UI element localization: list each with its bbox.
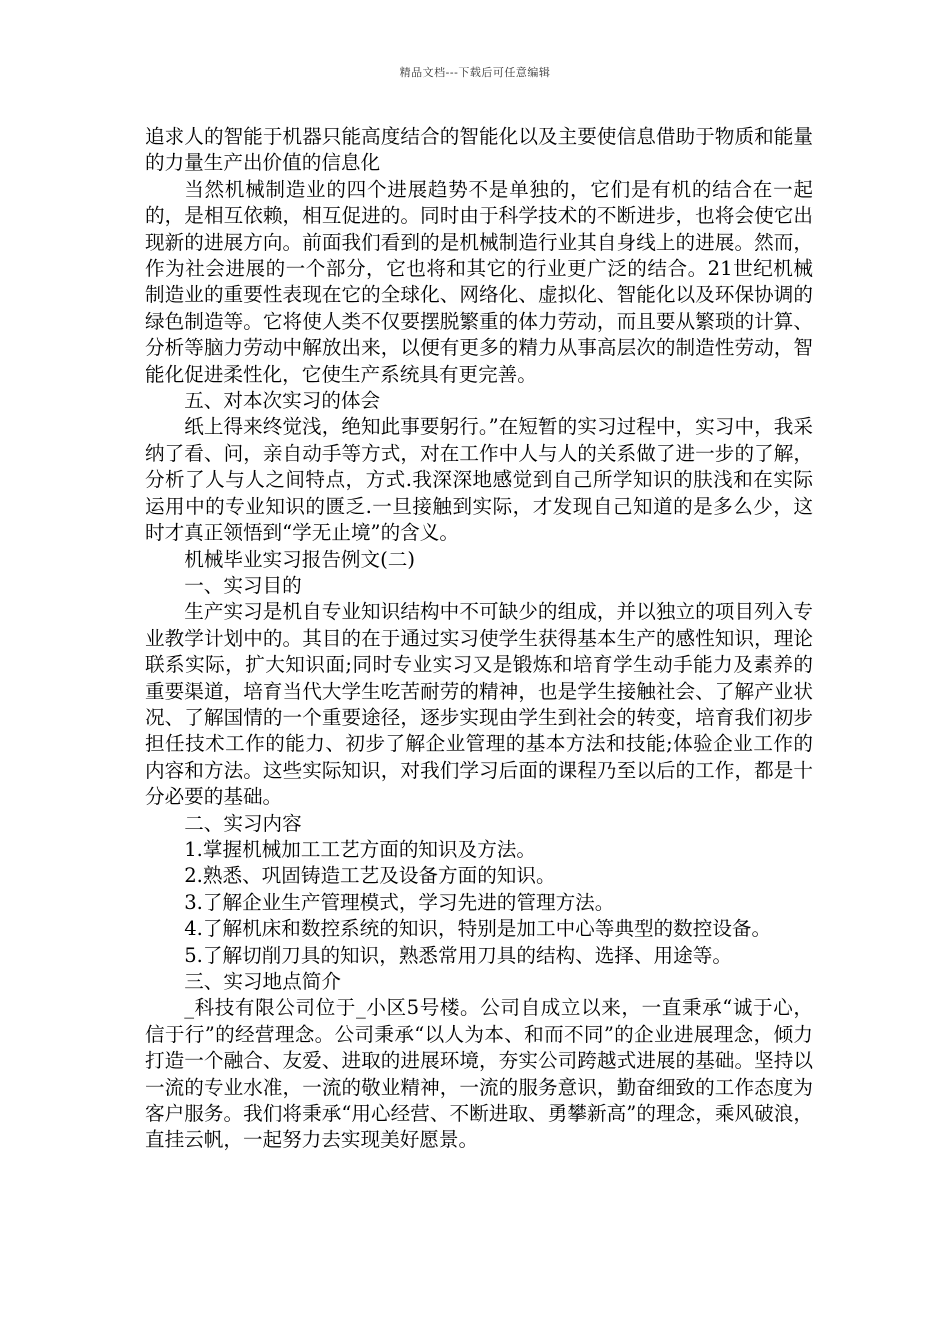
document-subtitle: 机械毕业实习报告例文(二) xyxy=(184,547,416,571)
paragraph: _科技有限公司位于_小区5号楼。公司自成立以来，一直秉承“诚于心，信于行”的经营理念。公司秉承“以人为本、和而不同”的企业进展理念，倾力打造一个融合、友爱、进取的进展环境，夯实公司跨越式进展的基础。坚持以一流的专业水准，一流的敬业精神，一流的服务意识，勤奋细致的工作态度为客户服务。我们将秉承“用心经营、不断进取、勇攀新高”的理念，乘风破浪，直挂云帆，一起努力去实现美好愿景。 xyxy=(145,996,813,1152)
paragraph: 当然机械制造业的四个进展趋势不是单独的，它们是有机的结合在一起的，是相互依赖，相互促进的。同时由于科学技术的不断进步，也将会使它出现新的进展方向。前面我们看到的是机械制造行业其自身线上的进展。然而，作为社会进展的一个部分，它也将和其它的行业更广泛的结合。21世纪机械制造业的重要性表现在它的全球化、网络化、虚拟化、智能化以及环保协调的绿色制造等。它将使人类不仅要摆脱繁重的体力劳动，而且要从繁琐的计算、分析等脑力劳动中解放出来，以便有更多的精力从事高层次的制造性劳动，智能化促进柔性化，它使生产系统具有更完善。 xyxy=(145,177,813,386)
section-heading: 三、实习地点简介 xyxy=(184,970,341,993)
paragraph: 生产实习是机自专业知识结构中不可缺少的组成，并以独立的项目列入专业教学计划中的。其目的在于通过实习使学生获得基本生产的感性知识，理论联系实际，扩大知识面;同时专业实习又是锻炼和培育学生动手能力及素养的重要渠道，培育当代大学生吃苦耐劳的精神，也是学生接触社会、了解产业状况、了解国情的一个重要途径，逐步实现由学生到社会的转变，培育我们初步担任技术工作的能力、初步了解企业管理的基本方法和技能;体验企业工作的内容和方法。这些实际知识，对我们学习后面的课程乃至以后的工作，都是十分必要的基础。 xyxy=(145,600,813,809)
paragraph: 追求人的智能于机器只能高度结合的智能化以及主要使信息借助于物质和能量的力量生产出价值的信息化 xyxy=(145,125,813,175)
list-item: 2.熟悉、巩固铸造工艺及设备方面的知识。 xyxy=(184,864,556,888)
list-item: 1.掌握机械加工工艺方面的知识及方法。 xyxy=(184,837,536,861)
section-heading: 二、实习内容 xyxy=(184,811,302,835)
section-heading: 五、对本次实习的体会 xyxy=(184,389,381,413)
paragraph: 纸上得来终觉浅，绝知此事要躬行。”在短暂的实习过程中，实习中，我采纳了看、问，亲自动手等方式，对在工作中人与人的关系做了进一步的了解，分析了人与人之间特点，方式.我深深地感觉到自己所学知识的肤浅和在实际运用中的专业知识的匮乏.一旦接触到实际，才发现自己知道的是多么少，这时才真正领悟到“学无止境”的含义。 xyxy=(145,415,813,545)
list-item: 3.了解企业生产管理模式，学习先进的管理方法。 xyxy=(184,890,615,914)
section-heading: 一、实习目的 xyxy=(184,573,302,597)
list-item: 4.了解机床和数控系统的知识，特别是加工中心等典型的数控设备。 xyxy=(184,917,772,941)
document-body xyxy=(145,124,813,1154)
list-item: 5.了解切削刀具的知识，熟悉常用刀具的结构、选择、用途等。 xyxy=(184,943,732,967)
page-header: 精品文档---下载后可任意编辑 xyxy=(399,66,551,79)
